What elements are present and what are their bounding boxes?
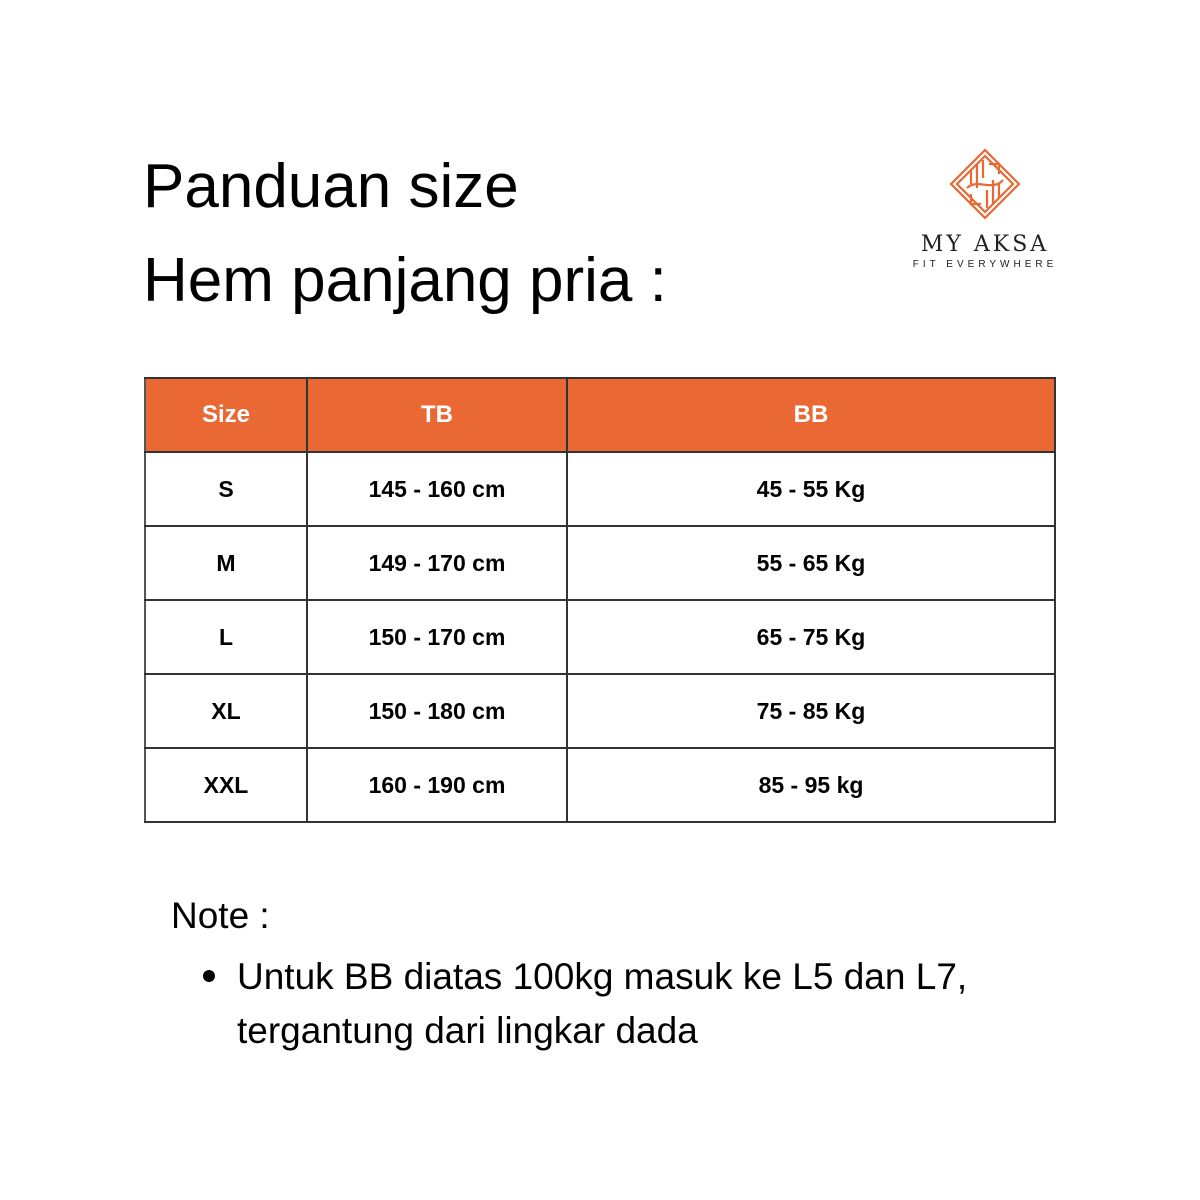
cell-bb: 85 - 95 kg	[567, 748, 1055, 822]
cell-bb: 65 - 75 Kg	[567, 600, 1055, 674]
cell-tb: 150 - 170 cm	[307, 600, 567, 674]
cell-size: M	[145, 526, 307, 600]
note-item-text: Untuk BB diatas 100kg masuk ke L5 dan L7, tergantung dari lingkar dada	[237, 956, 968, 1051]
myaksa-diamond-logo-icon	[949, 148, 1021, 220]
column-header-bb: BB	[567, 378, 1055, 452]
table-row	[145, 526, 1055, 600]
brand-tagline: FIT EVERYWHERE	[912, 259, 1058, 270]
table-row	[145, 600, 1055, 674]
title-line-2: Hem panjang pria :	[143, 246, 667, 315]
size-chart-table	[144, 377, 1056, 823]
cell-size: S	[145, 452, 307, 526]
cell-bb: 55 - 65 Kg	[567, 526, 1055, 600]
table-header-row	[145, 378, 1055, 452]
cell-tb: 150 - 180 cm	[307, 674, 567, 748]
table-row	[145, 674, 1055, 748]
brand-name: MY AKSA	[920, 232, 1050, 257]
cell-bb: 75 - 85 Kg	[567, 674, 1055, 748]
cell-tb: 160 - 190 cm	[307, 748, 567, 822]
cell-size: XL	[145, 674, 307, 748]
bullet-icon	[203, 970, 215, 982]
column-header-tb: TB	[307, 378, 567, 452]
cell-tb: 149 - 170 cm	[307, 526, 567, 600]
brand-logo	[905, 148, 1065, 270]
cell-tb: 145 - 160 cm	[307, 452, 567, 526]
column-header-size: Size	[145, 378, 307, 452]
cell-bb: 45 - 55 Kg	[567, 452, 1055, 526]
note-item	[203, 950, 1033, 1058]
table-row	[145, 748, 1055, 822]
title-line-1: Panduan size	[143, 152, 519, 221]
cell-size: L	[145, 600, 307, 674]
cell-size: XXL	[145, 748, 307, 822]
note-label: Note :	[171, 895, 270, 936]
table-row	[145, 452, 1055, 526]
page-title	[143, 140, 667, 328]
